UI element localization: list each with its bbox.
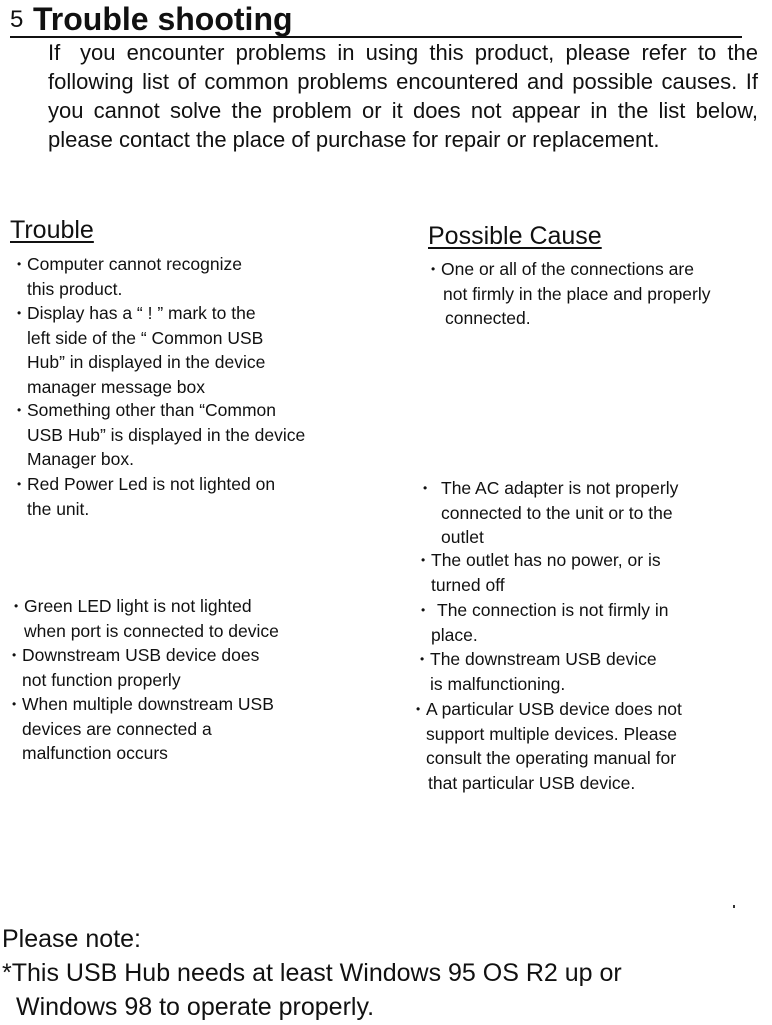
cause-line: The connection is not firmly in — [437, 600, 669, 620]
trouble-line: when port is connected to device — [24, 620, 279, 641]
cause-line: outlet — [441, 527, 484, 547]
intro-paragraph — [48, 38, 758, 154]
trouble-item — [17, 398, 306, 472]
bullet-icon: • — [14, 599, 19, 613]
bullet-icon: • — [17, 477, 22, 491]
trouble-item — [17, 472, 276, 521]
bullet-icon: • — [423, 481, 428, 495]
trouble-line: left side of the “ Common USB — [27, 327, 264, 348]
cause-line: is malfunctioning. — [430, 673, 566, 694]
cause-line: A particular USB device does not — [426, 699, 682, 719]
bullet-icon: • — [421, 603, 426, 617]
trouble-item — [12, 643, 260, 692]
cause-line: The AC adapter is not properly — [441, 478, 679, 498]
cause-line: not firmly in the place and properly — [443, 283, 711, 304]
note-line-1: *This USB Hub needs at least Windows 95 OS R2 up or — [2, 959, 622, 987]
cause-item — [423, 476, 679, 550]
trouble-line: Downstream USB device does — [22, 645, 260, 665]
intro-indent-word: If — [48, 40, 61, 65]
bullet-icon: • — [17, 306, 22, 320]
trouble-line: Computer cannot recognize — [27, 254, 242, 274]
bullet-icon: • — [12, 697, 17, 711]
cause-column-heading: Possible Cause — [428, 222, 602, 250]
cause-line: The outlet has no power, or is — [431, 550, 661, 570]
note-line-2: Windows 98 to operate properly. — [16, 993, 375, 1021]
bullet-icon: • — [17, 403, 22, 417]
bullet-icon: • — [421, 553, 426, 567]
cause-item — [431, 257, 711, 331]
cause-line: support multiple devices. Please — [426, 723, 677, 744]
note-label: Please note: — [2, 925, 141, 953]
trouble-line: this product. — [27, 278, 123, 299]
cause-line: place. — [431, 624, 478, 645]
cause-line: that particular USB device. — [428, 772, 636, 793]
cause-line: connected to the unit or to the — [441, 502, 673, 523]
scan-speck — [733, 905, 735, 908]
cause-item — [416, 697, 682, 795]
intro-line-5: repair or replacement. — [444, 127, 660, 152]
trouble-line: USB Hub” is displayed in the device — [27, 424, 306, 445]
intro-line-3: possible causes. If you cannot solve the problem or it does not — [48, 69, 758, 123]
cause-item — [420, 647, 657, 696]
trouble-line: Display has a “ ! ” mark to the — [27, 303, 256, 323]
bullet-icon: • — [12, 648, 17, 662]
trouble-item — [17, 252, 242, 301]
trouble-line: Something other than “Common — [27, 400, 277, 420]
bullet-icon: • — [420, 652, 425, 666]
trouble-line: Red Power Led is not lighted on — [27, 474, 276, 494]
trouble-line: the unit. — [27, 498, 90, 519]
cause-line: consult the operating manual for — [426, 748, 677, 768]
trouble-item — [14, 594, 279, 643]
section-number: 5 — [10, 6, 24, 33]
intro-line-4: appear in the list below, please contact the place of purchase for — [48, 98, 758, 152]
trouble-line: malfunction occurs — [22, 743, 168, 763]
trouble-line: manager message box — [27, 376, 206, 397]
intro-line-2: to the following list of common problems encountered and — [48, 40, 758, 94]
cause-line: turned off — [431, 574, 505, 595]
cause-item — [421, 548, 661, 597]
intro-line-1: you encounter problems in using this product, please refer — [80, 40, 687, 65]
bullet-icon: • — [17, 257, 22, 271]
trouble-line: Manager box. — [27, 449, 135, 469]
trouble-line: When multiple downstream USB — [22, 694, 274, 714]
trouble-line: not function properly — [22, 669, 181, 690]
trouble-line: devices are connected a — [22, 718, 212, 739]
cause-line: connected. — [445, 308, 531, 328]
trouble-line: Hub” in displayed in the device — [27, 352, 266, 372]
cause-item — [421, 598, 669, 647]
cause-line: The downstream USB device — [430, 649, 657, 669]
bullet-icon: • — [416, 702, 421, 716]
bullet-icon: • — [431, 262, 436, 276]
trouble-line: Green LED light is not lighted — [24, 596, 252, 616]
trouble-item — [12, 692, 274, 766]
trouble-item — [17, 301, 266, 399]
cause-line: One or all of the connections are — [441, 259, 694, 279]
trouble-column-heading: Trouble — [10, 216, 94, 244]
section-title: Trouble shooting — [33, 1, 293, 37]
